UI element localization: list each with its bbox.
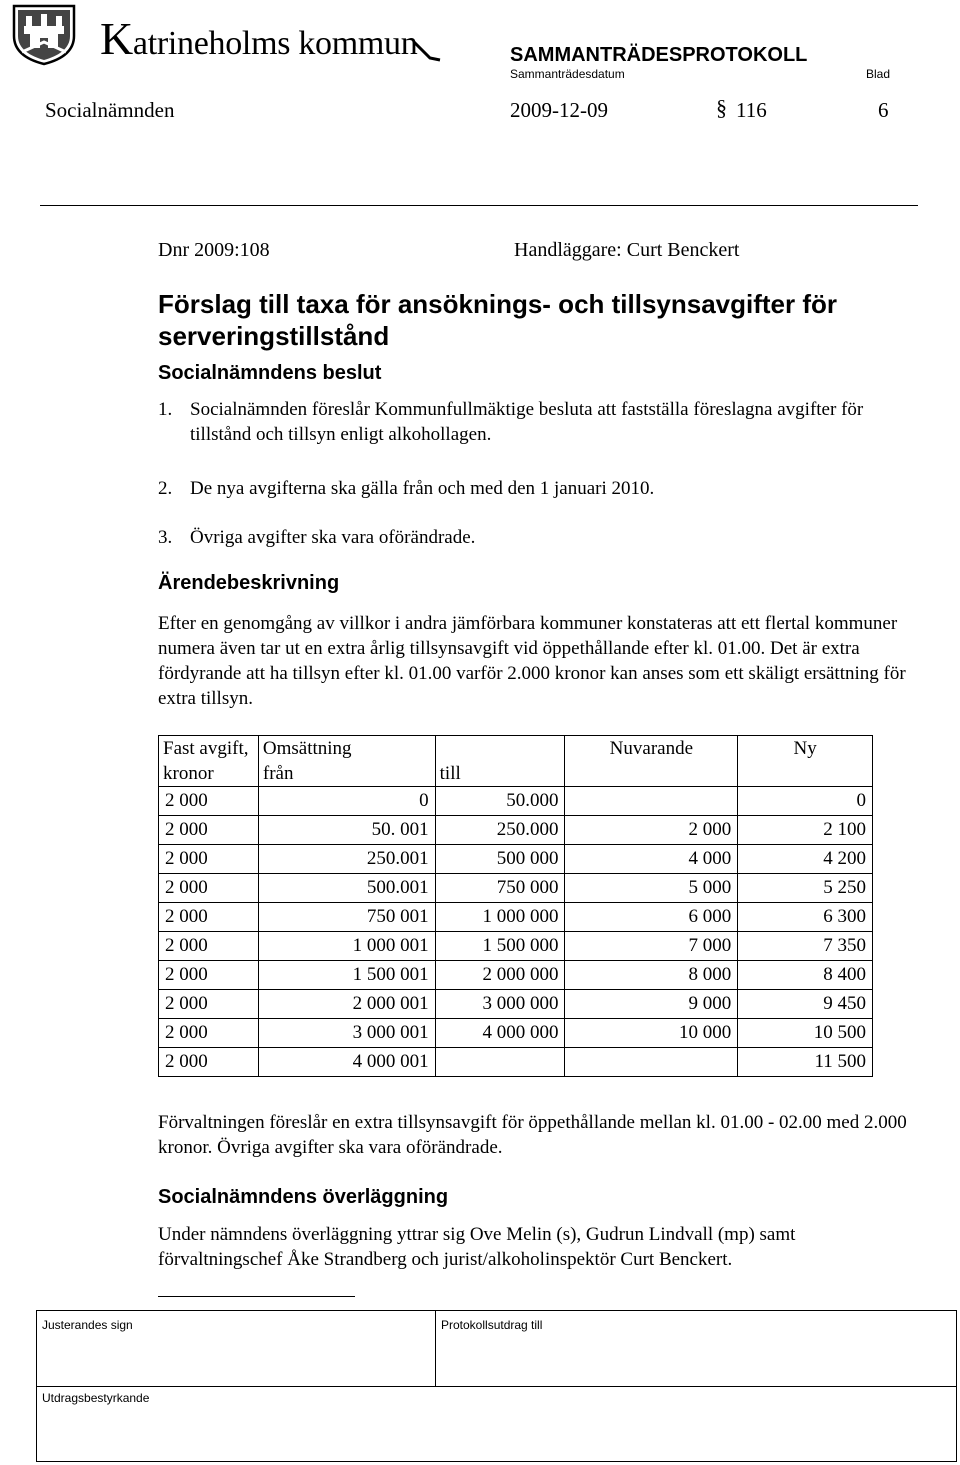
turnover-to-cell: 50.000 — [435, 787, 565, 816]
column-header-new: Ny — [738, 736, 873, 787]
coat-of-arms-icon — [4, 2, 84, 66]
table-row — [159, 874, 873, 903]
item-text: Övriga avgifter ska vara oförändrade. — [190, 527, 476, 548]
logo-swoosh — [412, 38, 442, 64]
turnover-to-cell: 1 000 000 — [435, 903, 565, 932]
document-type: SAMMANTRÄDESPROTOKOLL — [510, 44, 808, 66]
current-fee-cell: 4 000 — [565, 845, 738, 874]
column-header-to — [435, 736, 565, 787]
new-fee-cell: 2 100 — [738, 816, 873, 845]
current-fee-cell: 7 000 — [565, 932, 738, 961]
case-officer: Handläggare: Curt Benckert — [514, 239, 740, 261]
table-row — [159, 903, 873, 932]
description-text: Efter en genomgång av villkor i andra jämförbara kommuner konstateras att ett flertal kommuner numera även tar ut en extra årlig tillsynsavgift vid öppethållande efter kl. 01.00. Det är extra fördyrande att ha tillsyn efter kl. 01.00 varför 2.000 kronor kan anses som ett skäligt ersättning för extra tillsyn. — [158, 613, 906, 709]
footnote-divider — [158, 1296, 355, 1297]
organization-name: Katrineholms kommun — [100, 13, 418, 64]
page-title: Förslag till taxa för ansöknings- och tillsynsavgifter för serveringstillstånd — [158, 289, 838, 351]
new-fee-cell: 6 300 — [738, 903, 873, 932]
page-number: 6 — [878, 98, 889, 122]
table-row — [159, 932, 873, 961]
turnover-from-cell: 1 000 001 — [258, 932, 435, 961]
turnover-label: Omsättning — [262, 738, 352, 759]
description-heading: Ärendebeskrivning — [158, 572, 340, 594]
fixed-fee-cell: 2 000 — [159, 1019, 259, 1048]
new-fee-cell: 8 400 — [738, 961, 873, 990]
turnover-to-cell: 1 500 000 — [435, 932, 565, 961]
turnover-to-cell: 3 000 000 — [435, 990, 565, 1019]
table-row — [159, 961, 873, 990]
new-fee-cell: 5 250 — [738, 874, 873, 903]
fee-table — [158, 735, 873, 1077]
discussion-text: Under nämndens överläggning yttrar sig Ove Melin (s), Gudrun Lindvall (mp) samt förvaltningschef Åke Strandberg och jurist/alkoholinspektör Curt Benckert. — [158, 1224, 796, 1270]
turnover-to-cell: 500 000 — [435, 845, 565, 874]
table-row — [159, 845, 873, 874]
column-header-turnover-from — [258, 736, 435, 787]
turnover-from-cell: 0 — [258, 787, 435, 816]
fixed-fee-cell: 2 000 — [159, 1048, 259, 1077]
table-row — [159, 1048, 873, 1077]
turnover-from-cell: 4 000 001 — [258, 1048, 435, 1077]
page-label: Blad — [866, 67, 891, 81]
committee-name: Socialnämnden — [45, 98, 175, 122]
turnover-to-cell — [435, 1048, 565, 1077]
proposal-text: Förvaltningen föreslår en extra tillsynsavgift för öppethållande mellan kl. 01.00 - 02.00 med 2.000 kronor. Övriga avgifter ska vara oförändrade. — [158, 1112, 907, 1158]
adjuster-signature-label: Justerandes sign — [42, 1318, 133, 1332]
decision-heading: Socialnämndens beslut — [158, 362, 382, 384]
new-fee-cell: 4 200 — [738, 845, 873, 874]
new-fee-cell: 0 — [738, 787, 873, 816]
extract-certification-label: Utdragsbestyrkande — [42, 1391, 150, 1405]
current-fee-cell: 10 000 — [565, 1019, 738, 1048]
fixed-fee-cell: 2 000 — [159, 874, 259, 903]
turnover-to-cell: 4 000 000 — [435, 1019, 565, 1048]
table-row — [159, 1019, 873, 1048]
turnover-to-cell: 250.000 — [435, 816, 565, 845]
header-divider — [40, 205, 918, 206]
current-fee-cell: 9 000 — [565, 990, 738, 1019]
item-text: Socialnämnden föreslår Kommunfullmäktige besluta att fastställa föreslagna avgifter för tillstånd och tillsyn enligt alkohollagen. — [190, 399, 864, 445]
fixed-fee-cell: 2 000 — [159, 932, 259, 961]
turnover-from-cell: 50. 001 — [258, 816, 435, 845]
current-fee-cell: 5 000 — [565, 874, 738, 903]
fixed-fee-cell: 2 000 — [159, 816, 259, 845]
new-fee-cell: 9 450 — [738, 990, 873, 1019]
new-fee-cell: 10 500 — [738, 1019, 873, 1048]
column-header-current: Nuvarande — [565, 736, 738, 787]
turnover-from-cell: 1 500 001 — [258, 961, 435, 990]
new-fee-cell: 11 500 — [738, 1048, 873, 1077]
discussion-heading: Socialnämndens överläggning — [158, 1186, 449, 1208]
case-number: Dnr 2009:108 — [158, 239, 270, 261]
turnover-to-cell: 750 000 — [435, 874, 565, 903]
minutes-extract-label: Protokollsutdrag till — [441, 1318, 543, 1332]
item-number: 2. — [158, 478, 173, 499]
turnover-from-cell: 750 001 — [258, 903, 435, 932]
meeting-date: 2009-12-09 — [510, 98, 608, 122]
fixed-fee-cell: 2 000 — [159, 903, 259, 932]
table-header-row — [159, 736, 873, 787]
signature-box-divider — [36, 1386, 957, 1387]
item-number: 3. — [158, 527, 173, 548]
turnover-from-cell: 250.001 — [258, 845, 435, 874]
column-header-fixed-fee: Fast avgift, kronor — [159, 736, 259, 787]
from-label: från — [262, 763, 294, 784]
item-number: 1. — [158, 399, 173, 420]
turnover-from-cell: 2 000 001 — [258, 990, 435, 1019]
fixed-fee-cell: 2 000 — [159, 845, 259, 874]
table-row — [159, 990, 873, 1019]
current-fee-cell: 6 000 — [565, 903, 738, 932]
turnover-from-cell: 500.001 — [258, 874, 435, 903]
current-fee-cell: 8 000 — [565, 961, 738, 990]
turnover-to-cell: 2 000 000 — [435, 961, 565, 990]
current-fee-cell: 2 000 — [565, 816, 738, 845]
fixed-fee-cell: 2 000 — [159, 787, 259, 816]
fixed-fee-cell: 2 000 — [159, 990, 259, 1019]
table-row — [159, 787, 873, 816]
fixed-fee-cell: 2 000 — [159, 961, 259, 990]
item-text: De nya avgifterna ska gälla från och med den 1 januari 2010. — [190, 478, 655, 499]
new-fee-cell: 7 350 — [738, 932, 873, 961]
date-label: Sammanträdesdatum — [510, 67, 625, 81]
turnover-from-cell: 3 000 001 — [258, 1019, 435, 1048]
paragraph-number: 116 — [736, 98, 767, 122]
table-row — [159, 816, 873, 845]
section-mark: § — [716, 95, 727, 120]
current-fee-cell — [565, 787, 738, 816]
signature-box-divider — [435, 1310, 436, 1386]
to-label: till — [439, 763, 461, 784]
current-fee-cell — [565, 1048, 738, 1077]
